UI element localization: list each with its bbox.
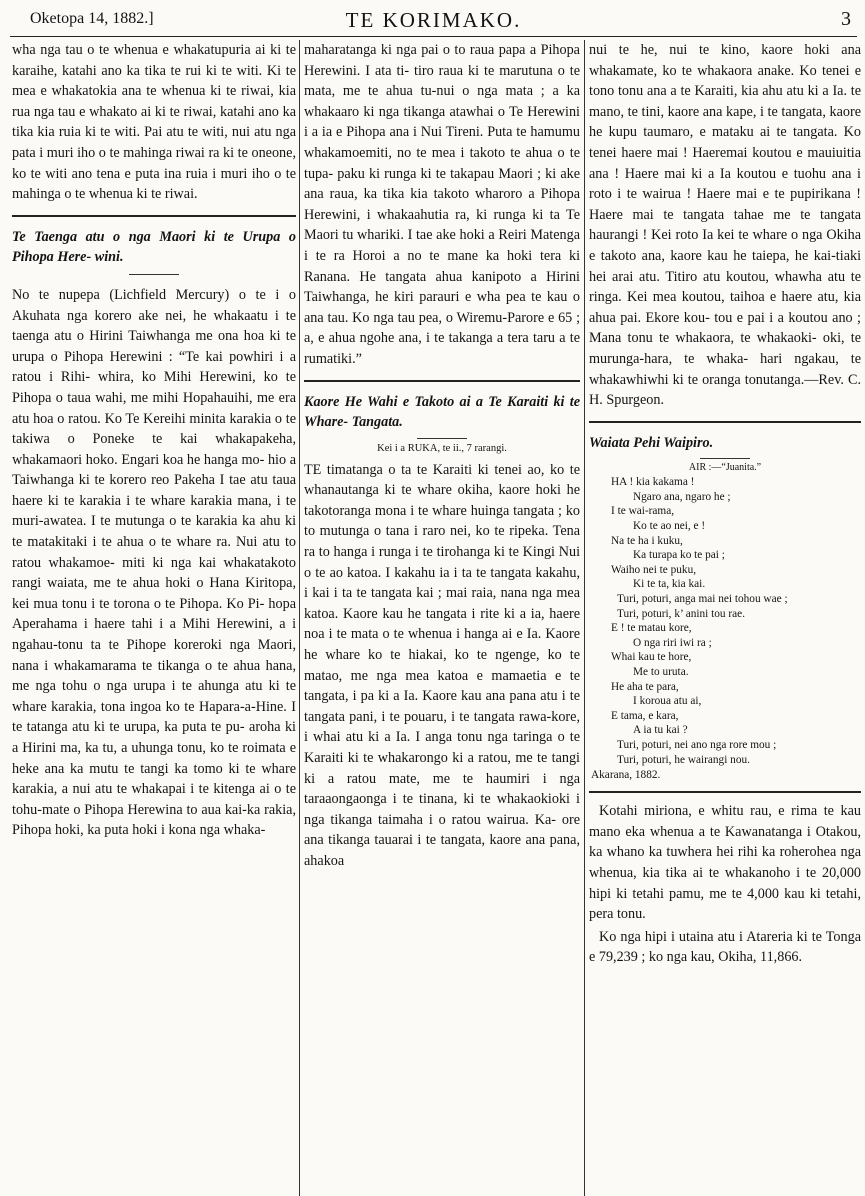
- text-line: tangata. Ko tenei haere mai !: [589, 124, 861, 161]
- text-line: rua nga tau e whakato ai ki te: [12, 103, 180, 120]
- poem-line: O nga riri iwi ra ;: [633, 636, 712, 649]
- text-line: Kaore He Wahi e Takoto ai: [304, 393, 471, 410]
- text-line: tirohanga ki te Kingi Nui o te: [304, 544, 580, 581]
- text-line: a Ia. te mano, te tini, kaore ana: [589, 83, 861, 120]
- text-line: oki, te murunga-hara, te whaka-: [589, 330, 861, 367]
- text-line: Haeremai koutou e mauiuitia: [692, 144, 861, 161]
- text-line: tou e pai i a koutou ano ; Mana: [589, 309, 861, 347]
- text-line: mea i takoto te ahua o te tupa-: [304, 144, 580, 182]
- poem-line: Turi, poturi, nei ano nga rore mou ;: [617, 738, 777, 751]
- text-line: ana a te Karaiti, kia ahu atu ki: [646, 83, 819, 100]
- text-line: ao katoa. I kakahu ia i ta te: [329, 564, 487, 581]
- text-line: te tangata pani, i te pouaru, i te: [304, 688, 580, 725]
- text-line: Pihopa ana i Nui Tireni. Puta te: [346, 124, 527, 141]
- article-heading: [304, 392, 580, 433]
- text-line: Ia kei te whare o nga Okiha e: [589, 227, 861, 264]
- text-line: te ra Horoi a no te mane ka hoki: [315, 247, 533, 264]
- text-line: ki tetahi pamu, me te 4,000 kau: [616, 885, 805, 902]
- text-line: Pakeha I tae atu taua haere ki: [12, 472, 296, 509]
- text-line: tomo ki te whare karakia, a nui: [12, 760, 296, 798]
- text-line: mutunga o te karakia ka ahu ki te: [12, 513, 296, 551]
- text-line: “Te kai powhiri i a ratou i Rihi-: [12, 348, 296, 386]
- text-line: a Ia. I anga tonu nga taringa: [384, 729, 553, 746]
- text-line: matao, me nga mea katoa e: [304, 667, 483, 684]
- text-line: Hapara-a-Hine. I te tatanga: [12, 698, 296, 736]
- text-line: whano ka tuwhera hei rihi ka: [606, 844, 776, 861]
- text-line: Atareria ki te Tonga e 79,239 ;: [589, 928, 861, 966]
- column-divider: [584, 40, 585, 1196]
- text-line: tangata i rite ki a ia, haere noa: [304, 605, 580, 643]
- text-line: Ia. Kaore kau ana pana atu i: [403, 688, 566, 705]
- text-line: atu ki te urupa, ka puta te pu-: [72, 719, 245, 736]
- text-line: anake. Ko tenei e tono tonu: [589, 62, 861, 100]
- text-line: Haere mai te tangata tahae me: [589, 206, 791, 223]
- heading-rule: [700, 458, 750, 459]
- text-line: te whenua ki te riwai.: [75, 186, 198, 203]
- article-paragraph: [304, 460, 580, 872]
- text-line: o Hirini Taiwhanga me ona hoa: [76, 328, 265, 345]
- text-line: huinga tangata ; ko to mutunga: [304, 502, 580, 540]
- poem-line: Turi, poturi, anga mai nei tohou wae ;: [617, 593, 788, 606]
- text-line: whakatupuria ai ki te karaihe,: [12, 42, 296, 79]
- poem-line: Ka turapa ko te pai ;: [633, 549, 725, 562]
- text-line: C. H. Spurgeon.: [589, 371, 861, 409]
- text-line: maharatanga ki nga pai o to raua: [304, 42, 495, 58]
- text-line: kape, i te tangata, kaore he: [589, 103, 861, 141]
- text-line: te whakaokioki i nga tikanga: [304, 791, 580, 828]
- text-line: paku ki runga ki te takapau: [337, 165, 495, 182]
- text-line: rangi waiata, me te ahua hoki o: [12, 575, 204, 592]
- text-line: nei, he whakaatu i te taenga atu: [12, 307, 296, 345]
- article-heading: [12, 227, 296, 268]
- column-2: [304, 40, 580, 1196]
- article-separator: [12, 215, 296, 217]
- text-line: takoto ana, kaore kau he taiepa,: [600, 247, 790, 264]
- poem-line: I te wai-rama,: [611, 505, 675, 518]
- poem-line: I koroua atu ai,: [633, 695, 702, 708]
- text-line: ki te urupa o Pihopa Herewini :: [12, 328, 296, 365]
- text-line: ngohe ana, i te takanga a tera: [359, 330, 529, 347]
- text-line: takotoranga mona i te whare: [304, 502, 467, 519]
- text-line: ki tetahi, pera tonu.: [589, 885, 861, 923]
- text-line: taimaha i o ratou wairua. Ka-: [378, 811, 556, 828]
- poem-line: Ki te ta, kia kai.: [633, 578, 706, 591]
- text-line: te torona o te Pihopa. Ko Pi-: [99, 595, 265, 612]
- poem-line: Waiho nei te puku,: [611, 563, 697, 576]
- poem-line: Turi, poturi, he wairangi nou.: [617, 753, 750, 766]
- text-line: o te ahua hana, me nga tohu o: [12, 657, 296, 695]
- text-line: tangata rawa-kore, i whai atu ki: [304, 708, 580, 746]
- text-line: ruia ki te witi. Pai atu te witi,: [58, 124, 228, 141]
- poem-line: Ngaro ana, ngaro he ;: [633, 490, 731, 503]
- text-line: miti ki nga kai whakatakoto: [122, 554, 296, 571]
- text-line: taraaongaonga i te tinana, ki: [304, 791, 475, 808]
- text-line: tenei ao, ko te whanautanga ki: [304, 461, 580, 499]
- text-line: ki te Urupa o Pihopa Here-: [12, 228, 296, 266]
- poem-line: Whai kau te hore,: [611, 651, 692, 664]
- text-line: o te i o Akuhata nga korero ake: [12, 286, 296, 324]
- text-line: nga urupa i te ahunga atu ki te: [106, 678, 296, 695]
- text-line: nui atu nga pata i muri iho o te: [12, 124, 296, 161]
- text-line: mana, i te muri-awatea. I te: [12, 492, 296, 530]
- text-line: Hana Kiritopa, kei mua tonu i: [12, 575, 296, 612]
- scripture-reference: Kei i a RUKA, te ii., 7 rarangi.: [377, 442, 507, 454]
- newspaper-title: TE KORIMAKO.: [345, 8, 522, 32]
- text-line: Maori ; ki ake ana raua, ka tika: [304, 165, 580, 203]
- poem-line: Turi, poturi, k’ anini tou rae.: [617, 607, 746, 620]
- text-line: Kei mea koutou, taihoa e haere: [627, 289, 813, 306]
- text-line: Pihopa o taua wahi, me mihi: [12, 389, 179, 406]
- text-line: Wiremu-Parore e 65 ; a, e ahua: [304, 309, 580, 347]
- text-line: te Kawanatanga i Otakou, ka: [589, 823, 861, 861]
- text-line: ko nga kau, Okiha, 11,866.: [648, 949, 803, 966]
- text-line: Tena ra to hanga i runga i te: [304, 523, 580, 561]
- text-line: ki te oranga tonutanga.—Rev.: [672, 371, 844, 388]
- text-line: papa a Pihopa Herewini. I ata ti-: [304, 42, 580, 79]
- article-separator: [589, 421, 861, 423]
- text-line: tangata kai ; mai raia, nana nga: [370, 585, 553, 602]
- text-line: matakitaki i te ahua o te whare: [27, 534, 212, 551]
- text-line: kai whakapakeha, whakamaori: [12, 431, 296, 468]
- text-line: kanipoto a Hirini Taiwhanga,: [304, 268, 580, 306]
- text-line: te karakia i te whare karakia: [64, 492, 233, 509]
- poem-line: He aha te para,: [611, 680, 679, 693]
- text-line: e tuohu ana i roto i te wairua !: [589, 165, 861, 203]
- text-line: uhunga tonu, ko te roimata e: [131, 740, 296, 756]
- text-line: nui te he, nui te kino, kaore hoki: [589, 42, 830, 58]
- text-line: ratou. Ko Te Kereihi minita: [68, 410, 226, 427]
- column-3: [589, 40, 861, 1196]
- text-line: taru a te rumatiki.”: [304, 330, 580, 367]
- text-line: Herewini, i whakaahutia ra, ki: [304, 206, 488, 223]
- text-line: hoko. Engari koa he hanga mo-: [85, 451, 265, 468]
- poem-title: Waiata Pehi Waipiro.: [589, 434, 714, 451]
- text-line: ana te whenua ki te riwai, kia: [121, 83, 296, 100]
- text-line: ko te witi ano tena e puta ina: [12, 165, 182, 182]
- text-line: rima te kau mano eka whenua a: [589, 803, 861, 840]
- text-line: nana i whakamarama te tikanga: [12, 657, 200, 674]
- text-line: Mihi Herewini, a i ngahau-tonu: [12, 616, 296, 654]
- text-line: ra. Nui atu to ratou whakamoe-: [12, 534, 296, 571]
- text-line: atu koutou, whawha atu te ringa.: [589, 268, 861, 306]
- text-line: atu te whakapai i te kitenga ai o: [95, 781, 282, 798]
- text-line: me te ahua tu-nui o nga mata ;: [342, 83, 545, 100]
- text-line: hio a Taiwhanga ki te korero reo: [12, 451, 296, 489]
- text-line: mea katoa. Kaore kau he: [304, 585, 580, 622]
- text-line: kupu taumaro, e mataku ai te: [608, 124, 787, 141]
- text-line: roherohea nga whenua, kia tika: [589, 844, 861, 881]
- text-line: Hopahauihi, me era atu hoa o: [12, 389, 296, 427]
- text-line: te tangata haurangi ! Kei roto: [589, 206, 861, 244]
- heading-rule: [417, 438, 467, 439]
- text-line: TE timatanga o ta te Karaiti ki: [304, 461, 489, 478]
- text-line: No te nupepa (Lichfield Mercury): [12, 286, 230, 303]
- text-line: kia takoto wharoro a Pihopa: [410, 186, 580, 203]
- text-line: Kotahi miriona, e whitu rau, e: [599, 803, 785, 820]
- text-line: atu, kia ahua pai. Ekore kou-: [589, 289, 861, 326]
- text-line: wha nga tau o te whenua e: [12, 42, 169, 58]
- text-line: tera ki Ranana. He tangata ahua: [304, 247, 580, 285]
- text-line: e Ia. Kaore he whare ko te: [304, 626, 580, 664]
- poem-tune: AIR :—“Juanita.”: [688, 462, 762, 474]
- text-line: runga ki ta Te Maori tu whariki.: [304, 206, 580, 244]
- issue-date: Oketopa 14, 1882.]: [30, 10, 154, 27]
- article-paragraph: [589, 927, 861, 968]
- text-line: ta te Pihope koreroki nga Maori,: [90, 637, 296, 654]
- masthead-rule: [10, 36, 857, 37]
- text-line: I tae ake hoki a Reiri Matenga i: [304, 227, 580, 264]
- text-line: hari ngakau, te whakawhiwhi: [589, 350, 861, 388]
- text-line: ruia i muri iho o te mahinga o: [12, 165, 296, 203]
- heading-rule: [129, 274, 179, 275]
- poem-line: Na te ha i kuku,: [611, 534, 683, 547]
- text-line: heke ana ka mutu te tangi ka: [12, 760, 188, 777]
- text-line: o tana i raro nei, ko te ripeka.: [373, 523, 549, 540]
- text-line: katahi ano ka tika te rui ki te: [61, 62, 232, 79]
- text-line: tiro raua ki te marutuna o te mata,: [304, 62, 580, 100]
- text-line: hamumu whakamoemiti, no te: [304, 124, 580, 161]
- text-line: hopa Aperahama i haere tahi i a: [12, 595, 296, 633]
- article-paragraph: [589, 801, 861, 925]
- text-line: wini.: [94, 249, 124, 266]
- page-number: 3: [841, 8, 851, 30]
- text-line: a ka whakaaro ki nga tikanga: [304, 83, 580, 120]
- poem: [589, 475, 861, 767]
- poem-line: Me to uruta.: [633, 666, 689, 678]
- text-line: whare karakia, tona ingoa ko te: [12, 698, 195, 715]
- text-line: tangata, kaore ana pana, ahakoa: [304, 832, 580, 869]
- text-line: mahinga riwai ra ki te oneone,: [123, 144, 296, 161]
- text-line: riwai, katahi ano ka tika kia: [12, 103, 296, 141]
- text-line: te whare okiha, kaore hoki he: [401, 482, 580, 499]
- text-line: ka puta hoki i kona nga whaka-: [87, 822, 266, 839]
- text-line: Tangata.: [351, 414, 403, 431]
- text-line: a Te Karaiti ki te Whare-: [304, 393, 580, 431]
- text-line: ki a ratou, me te tangi ki a: [304, 750, 580, 787]
- article-paragraph: [12, 285, 296, 841]
- text-line: ana ! Haere mai ki a Ia koutou: [589, 165, 777, 182]
- text-line: o te Karaiti ki te whakarongo: [304, 729, 580, 766]
- poem-place-date: Akarana, 1882.: [591, 769, 661, 782]
- article-paragraph: [304, 40, 580, 370]
- text-line: ana whakamate, ko te whakaora: [589, 42, 861, 79]
- masthead: [10, 6, 857, 34]
- article-paragraph: [589, 40, 861, 411]
- text-line: ai te whakanoho i te 20,000 hipi: [589, 864, 861, 902]
- poem-line: Ko te ao nei, e !: [633, 520, 706, 533]
- text-line: hiakai, ko te ngenge, ko te: [408, 647, 580, 664]
- text-line: he kiri parauri e wha pea te kau: [375, 289, 568, 306]
- text-line: tonu te whakaora, te whakaoki-: [627, 330, 817, 347]
- text-line: whira, ko Mihi Herewini, ko te: [98, 369, 296, 386]
- poem-line: A ia tu kai ?: [633, 724, 688, 737]
- text-line: karakia o te takiwa o Poneke te: [12, 410, 296, 448]
- text-line: Ko nga hipi i utaina atu i: [599, 928, 743, 945]
- text-line: tangata kakahu, i kai i ta te: [304, 564, 580, 602]
- text-line: to aua kai-ka rakia, Pihopa hoki,: [12, 801, 296, 839]
- article-separator: [304, 380, 580, 382]
- poem-line: HA ! kia kakama !: [611, 476, 695, 489]
- text-line: te tohu-mate o Pihopa Herewina: [12, 781, 296, 818]
- text-line: o ana tau. Ko nga tau pea, o: [304, 289, 580, 326]
- text-line: witi. Ki te mea e whakatokia: [12, 62, 296, 100]
- text-line: i te mata o te whenua i hanga ai: [328, 626, 513, 643]
- text-line: atawhai o Te Herewini i a ia e: [304, 103, 580, 141]
- text-line: ratou mate, me te haumiri i nga: [346, 770, 580, 787]
- poem-line: E tama, e kara,: [611, 709, 679, 722]
- poem-line: E ! te matau kore,: [611, 622, 692, 635]
- text-line: Te Taenga atu o nga Maori: [12, 228, 196, 245]
- article-separator: [589, 791, 861, 793]
- text-line: mamaetia e te tangata, i pa ki a: [304, 667, 580, 705]
- column-divider: [299, 40, 300, 1196]
- column-1: [12, 40, 296, 1196]
- text-line: ore ana tikanga tauarai i te: [304, 811, 580, 849]
- text-line: aroha ki a Hirini ma, ka tu, a: [12, 719, 296, 756]
- article-paragraph: [12, 40, 296, 205]
- text-line: he kai-tiaki hei arai atu. Titiro: [589, 247, 861, 285]
- text-line: Haere mai e te pupirikana !: [696, 186, 861, 203]
